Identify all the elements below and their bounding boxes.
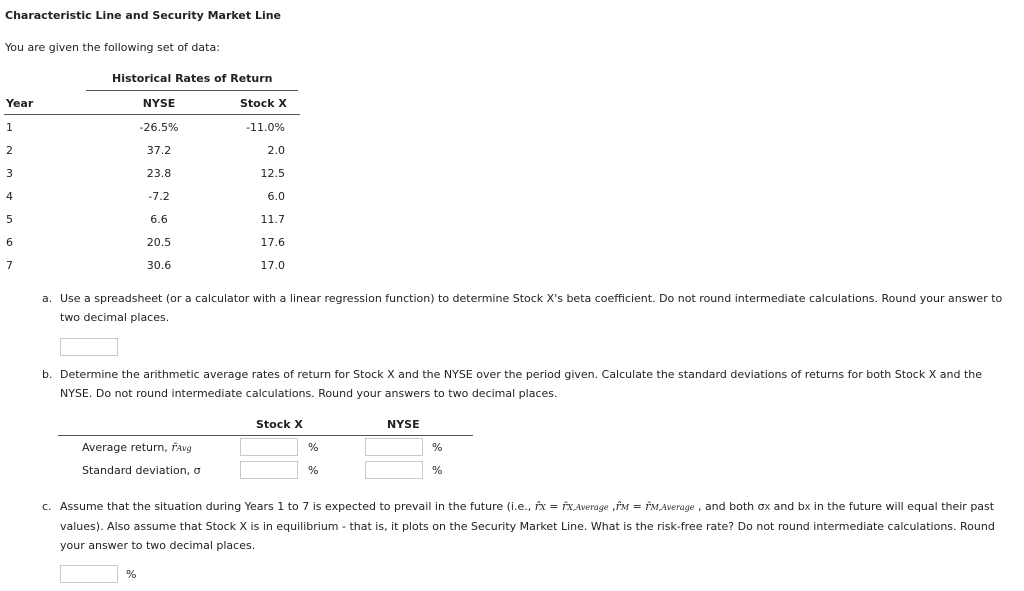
table-cell-stock: 6.0 [267, 190, 285, 203]
question-a [42, 289, 1017, 327]
table-cell-stock: 12.5 [260, 167, 285, 180]
avg-return-text: Average return, [82, 441, 168, 454]
col-header-stock-x: Stock X [256, 418, 303, 431]
table-cell-stock: 17.0 [260, 259, 285, 272]
table-cell-year: 7 [6, 259, 13, 272]
std-dev-stock-x-input[interactable] [240, 461, 298, 479]
table-cell-nyse: 20.5 [146, 236, 172, 249]
table-cell-year: 2 [6, 144, 13, 157]
question-c [42, 497, 1017, 555]
table-cell-nyse: 23.8 [146, 167, 172, 180]
table-cell-year: 3 [6, 167, 13, 180]
col-header-nyse: NYSE [387, 418, 420, 431]
question-c-text-4: in the future will equal their past values). Also assume that Stock X is in equilibrium - that is, it plots on the Security Market Line. What is the risk-free rate? Do not round intermediate calculations. Round your answer to two decimal places. [60, 500, 995, 552]
table-cell-stock: 17.6 [260, 236, 285, 249]
table-cell-stock: 11.7 [260, 213, 285, 226]
b-table-rule [58, 435, 473, 436]
header-year: Year [6, 97, 34, 110]
group-header-rule [86, 90, 298, 91]
equals-1: = [549, 500, 559, 513]
r-hat-x-sub: X [540, 503, 546, 512]
std-dev-nyse-unit: % [432, 464, 443, 477]
equals-2: = [632, 500, 642, 513]
page-title: Characteristic Line and Security Market Line [5, 9, 282, 22]
question-c-text [60, 497, 1017, 555]
b-x-sub: X [804, 503, 811, 512]
sigma-x-sub: X [764, 503, 771, 512]
table-cell-year: 1 [6, 121, 13, 134]
table-cell-nyse: -26.5% [139, 121, 179, 134]
std-dev-nyse-input[interactable] [365, 461, 423, 479]
question-a-letter: a. [42, 292, 53, 305]
table-cell-year: 6 [6, 236, 13, 249]
header-rule [4, 114, 300, 115]
comma-1: , [612, 500, 616, 513]
std-dev-stock-x-unit: % [308, 464, 319, 477]
beta-input[interactable] [60, 338, 118, 356]
question-c-text-2: , and both σ [697, 500, 765, 513]
table-cell-nyse: -7.2 [148, 190, 170, 203]
intro-text: You are given the following set of data: [5, 41, 220, 54]
question-c-text-1: Assume that the situation during Years 1 to 7 is expected to prevail in the future (i.e., [60, 500, 532, 513]
r-hat-m-symbol: r̂ [615, 500, 621, 513]
header-stock-x: Stock X [240, 97, 287, 110]
question-b [42, 365, 1017, 403]
table-cell-nyse: 6.6 [150, 213, 168, 226]
question-b-letter: b. [42, 368, 53, 381]
header-nyse: NYSE [142, 97, 176, 110]
avg-return-stock-x-unit: % [308, 441, 319, 454]
r-hat-m-sub: M [620, 503, 630, 512]
question-c-letter: c. [42, 500, 52, 513]
question-c-text-3: and b [773, 500, 805, 513]
table-group-header: Historical Rates of Return [112, 72, 273, 85]
table-cell-nyse: 37.2 [146, 144, 172, 157]
table-cell-stock: -11.0% [246, 121, 285, 134]
avg-return-stock-x-input[interactable] [240, 438, 298, 456]
table-cell-year: 4 [6, 190, 13, 203]
table-cell-stock: 2.0 [267, 144, 285, 157]
risk-free-rate-unit: % [126, 568, 137, 581]
r-bar-x-avg-sub: X,Average [567, 503, 609, 512]
std-dev-label: Standard deviation, σ [82, 464, 201, 477]
avg-subscript: Avg [176, 444, 192, 453]
avg-return-nyse-unit: % [432, 441, 443, 454]
avg-return-label [82, 441, 192, 454]
r-bar-x-symbol: r̄ [561, 500, 568, 513]
risk-free-rate-input[interactable] [60, 565, 118, 583]
table-cell-nyse: 30.6 [146, 259, 172, 272]
question-b-text: Determine the arithmetic average rates of return for Stock X and the NYSE over the period given. Calculate the standard deviations of returns for both Stock X and the NYSE. Do not round intermediate calculations. Round your answers to two decimal places. [60, 368, 982, 400]
r-bar-symbol: r̄ [171, 441, 177, 454]
question-a-text: Use a spreadsheet (or a calculator with a linear regression function) to determine Stock X's beta coefficient. Do not round intermediate calculations. Round your answer to two decimal places. [60, 292, 1003, 324]
r-hat-x-symbol: r̂ [534, 500, 541, 513]
r-bar-m-avg-sub: M,Average [650, 503, 695, 512]
avg-return-nyse-input[interactable] [365, 438, 423, 456]
r-bar-m-symbol: r̄ [645, 500, 651, 513]
table-cell-year: 5 [6, 213, 13, 226]
